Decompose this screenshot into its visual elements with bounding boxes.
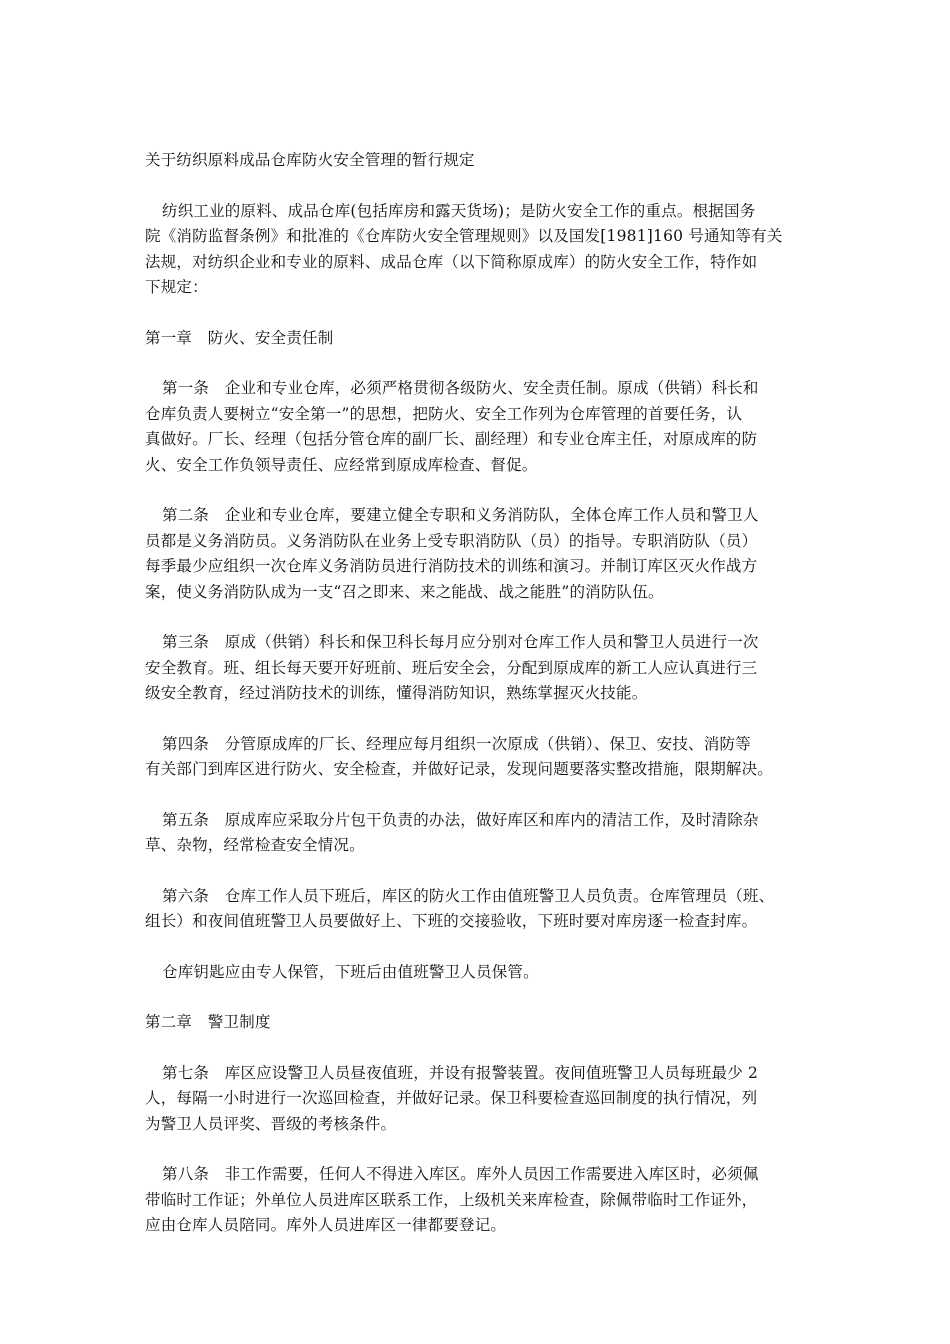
paragraph-line: 组长）和夜间值班警卫人员要做好上、下班的交接验收，下班时要对库房逐一检查封库。 <box>145 912 758 930</box>
paragraph-line: 级安全教育，经过消防技术的训练，懂得消防知识，熟练掌握灭火技能。 <box>145 684 648 702</box>
paragraph-preamble <box>145 199 807 301</box>
paragraph-line: 火、安全工作负领导责任、应经常到原成库检查、督促。 <box>145 455 538 474</box>
article-3 <box>145 630 807 707</box>
paragraph-line: 纺织工业的原料、成品仓库(包括库房和露天货场)；是防火安全工作的重点。根据国务 <box>162 201 756 220</box>
chapter-heading-2: 第二章 警卫制度 <box>145 1013 271 1031</box>
paragraph-line: 第二条 企业和专业仓库，要建立健全专职和义务消防队，全体仓库工作人员和警卫人 <box>162 506 759 524</box>
paragraph-line: 安全教育。班、组长每天要开好班前、班后安全会，分配到原成库的新工人应认真进行三 <box>145 658 758 677</box>
article-7 <box>145 1061 807 1138</box>
paragraph-gap <box>145 478 807 503</box>
paragraph-line: 人，每隔一小时进行一次巡回检查，并做好记录。保卫科要检查巡回制度的执行情况，列 <box>145 1089 758 1107</box>
document-title: 关于纺织原料成品仓库防火安全管理的暂行规定 <box>145 151 475 169</box>
article-4 <box>145 732 807 783</box>
document-body <box>145 148 807 1239</box>
paragraph-gap <box>145 1036 807 1061</box>
chapter-heading-1: 第一章 防火、安全责任制 <box>145 328 334 347</box>
article-6-supplement <box>145 960 807 986</box>
paragraph-line: 草、杂物，经常检查安全情况。 <box>145 836 365 854</box>
paragraph-line: 第六条 仓库工作人员下班后，库区的防火工作由值班警卫人员负责。仓库管理员（班、 <box>162 886 775 905</box>
paragraph-line: 第三条 原成（供销）科长和保卫科长每月应分别对仓库工作人员和警卫人员进行一次 <box>162 633 759 651</box>
paragraph-line: 法规，对纺织企业和专业的原料、成品仓库（以下简称原成库）的防火安全工作，特作如 <box>145 252 758 271</box>
paragraph-gap <box>145 174 807 199</box>
paragraph-line: 案，使义务消防队成为一支“召之即来、来之能战、战之能胜”的消防队伍。 <box>145 582 664 601</box>
paragraph-gap <box>145 783 807 808</box>
paragraph-line: 每季最少应组织一次仓库义务消防员进行消防技术的训练和演习。并制订库区灭火作战方 <box>145 557 758 575</box>
paragraph-line: 第四条 分管原成库的厂长、经理应每月组织一次原成（供销）、保卫、安技、消防等 <box>162 734 751 753</box>
article-5 <box>145 808 807 859</box>
paragraph-line: 员都是义务消防员。义务消防队在业务上受专职消防队（员）的指导。专职消防队（员） <box>145 531 758 550</box>
paragraph-gap <box>145 605 807 630</box>
paragraph-gap <box>145 351 807 376</box>
paragraph-line: 下规定： <box>145 278 208 296</box>
paragraph-gap <box>145 301 807 326</box>
paragraph-line: 仓库负责人要树立“安全第一”的思想，把防火、安全工作列为仓库管理的首要任务，认 <box>145 404 743 423</box>
paragraph-line: 带临时工作证；外单位人员进库区联系工作，上级机关来库检查，除佩带临时工作证外， <box>145 1190 758 1209</box>
article-8 <box>145 1162 807 1239</box>
paragraph-line: 有关部门到库区进行防火、安全检查，并做好记录，发现问题要落实整改措施，限期解决。 <box>145 760 774 778</box>
paragraph-line: 第一条 企业和专业仓库，必须严格贯彻各级防火、安全责任制。原成（供销）科长和 <box>162 379 759 397</box>
article-2 <box>145 503 807 605</box>
paragraph-line: 第八条 非工作需要，任何人不得进入库区。库外人员因工作需要进入库区时，必须佩 <box>162 1165 759 1183</box>
paragraph-line: 仓库钥匙应由专人保管，下班后由值班警卫人员保管。 <box>162 962 539 981</box>
paragraph-gap <box>145 1137 807 1162</box>
paragraph-gap <box>145 935 807 960</box>
paragraph-line: 真做好。厂长、经理（包括分管仓库的副厂长、副经理）和专业仓库主任，对原成库的防 <box>145 430 758 448</box>
paragraph-line: 为警卫人员评奖、晋级的考核条件。 <box>145 1114 397 1133</box>
article-1 <box>145 376 807 478</box>
paragraph-gap <box>145 859 807 884</box>
paragraph-gap <box>145 985 807 1010</box>
article-6 <box>145 884 807 935</box>
paragraph-gap <box>145 707 807 732</box>
paragraph-line: 第七条 库区应设警卫人员昼夜值班，并设有报警装置。夜间值班警卫人员每班最少 2 <box>162 1063 759 1082</box>
paragraph-line: 应由仓库人员陪同。库外人员进库区一律都要登记。 <box>145 1216 507 1234</box>
paragraph-line: 第五条 原成库应采取分片包干负责的办法，做好库区和库内的清洁工作，及时清除杂 <box>162 810 759 829</box>
paragraph-line: 院《消防监督条例》和批准的《仓库防火安全管理规则》以及国发[1981]160 号通知等有关 <box>145 227 783 245</box>
